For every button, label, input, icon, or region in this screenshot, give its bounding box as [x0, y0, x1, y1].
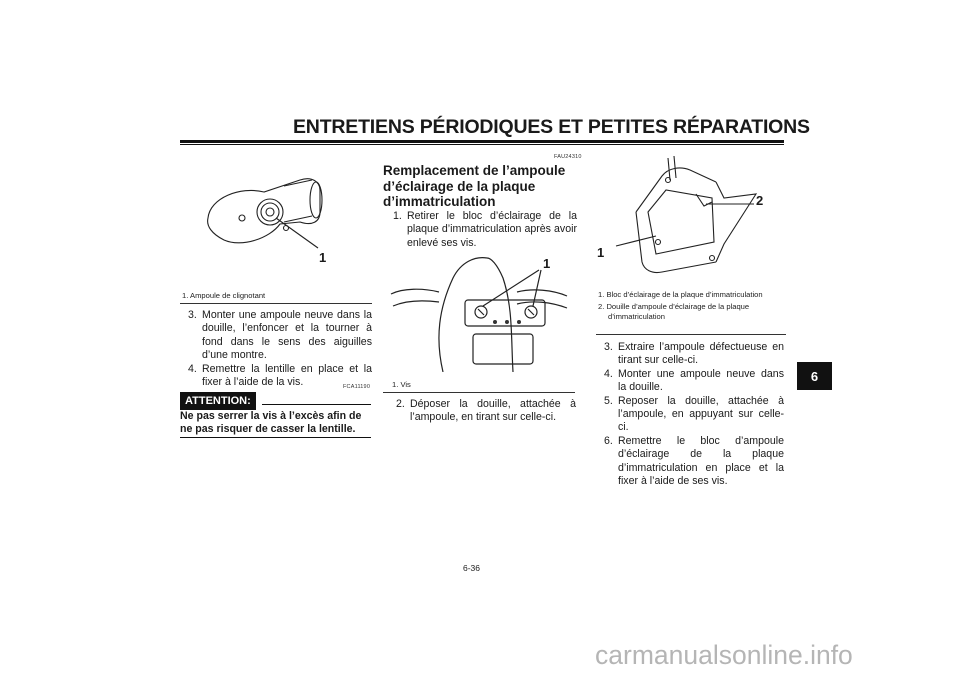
section-code: FAU24310: [554, 154, 582, 160]
list-item: [604, 341, 784, 368]
step-number: 3.: [604, 341, 613, 353]
step-number: 5.: [604, 394, 613, 407]
figure-callout-1: 1: [319, 250, 327, 265]
page-title: ENTRETIENS PÉRIODIQUES ET PETITES RÉPARATIONS: [293, 116, 810, 138]
step-text: Déposer la douille, attachée à l’ampoule, en tirant sur celle-ci.: [410, 398, 576, 424]
caution-rule: [262, 404, 371, 405]
list-item: [604, 395, 784, 435]
list-item: [188, 309, 372, 363]
step-text: Retirer le bloc d’éclairage de la plaque d’immatriculation après avoir enlevé ses vis.: [407, 210, 577, 249]
step-text: Remettre le bloc d’ampoule d’éclairage de la plaque d’immatriculation en place et la fixer à l’aide de ses vis.: [618, 434, 784, 488]
turn-signal-bulb-figure: [180, 160, 372, 280]
caption-item: [598, 290, 784, 300]
figure-callout-2: 2: [756, 193, 764, 208]
caption-text: 2. Douille d’ampoule d’éclairage de la plaque d’immatriculation: [598, 302, 750, 321]
caption-screws: 1. Vis: [392, 380, 411, 389]
middle-step-1: [393, 210, 577, 250]
caution-text: Ne pas serrer la vis à l’excès afin de ne pas risquer de casser la lentille.: [180, 410, 362, 435]
left-steps: [188, 309, 372, 389]
caution-label: ATTENTION:: [180, 392, 256, 410]
middle-step-2: [396, 398, 576, 425]
list-item: [604, 435, 784, 489]
caption-rule: [180, 303, 372, 304]
caption-text: 1. Bloc d’éclairage de la plaque d’immatriculation: [598, 290, 763, 299]
list-item: [604, 368, 784, 395]
step-number: 4.: [604, 367, 613, 380]
caption-item: [598, 302, 784, 322]
step-text: Monter une ampoule neuve dans la douille, l’enfoncer et la tourner à fond dans le sens des aiguilles d’une montre.: [202, 309, 372, 362]
list-item: [396, 398, 576, 425]
step-text: Reposer la douille, attachée à l’ampoule, en appuyant sur celle-ci.: [618, 394, 784, 434]
page-number: 6-36: [463, 563, 481, 573]
step-number: 6.: [604, 434, 613, 447]
header-rule-thin: [180, 144, 784, 145]
figure-callout-1: 1: [597, 245, 605, 260]
list-item: [393, 210, 577, 250]
right-steps: [604, 341, 784, 488]
step-number: 3.: [188, 309, 197, 321]
step-text: Remettre la lentille en place et la fixer à l’aide de la vis.: [202, 362, 372, 389]
section-title: Remplacement de l’ampoule d’éclairage de la plaque d’immatriculation: [383, 163, 566, 209]
step-text: Extraire l’ampoule défectueuse en tirant sur celle-ci.: [618, 341, 784, 367]
license-plate-light-unit-figure: [596, 150, 786, 284]
watermark: carmanualsonline.info: [595, 640, 853, 670]
caption-list: [598, 290, 784, 322]
step-number: 1.: [393, 210, 402, 222]
caution-bottom-rule: [180, 437, 371, 438]
caption-rule: [383, 392, 575, 393]
figure-callout-screws: 1: [543, 256, 551, 271]
caption-turn-signal: 1. Ampoule de clignotant: [182, 291, 266, 300]
step-text: Monter une ampoule neuve dans la douille.: [618, 367, 784, 394]
caution-code: FCA11190: [343, 384, 371, 390]
chapter-tab: 6: [797, 362, 832, 390]
caption-rule: [596, 334, 786, 335]
header-rule: [180, 140, 784, 143]
step-number: 2.: [396, 398, 405, 410]
step-number: 4.: [188, 362, 197, 375]
